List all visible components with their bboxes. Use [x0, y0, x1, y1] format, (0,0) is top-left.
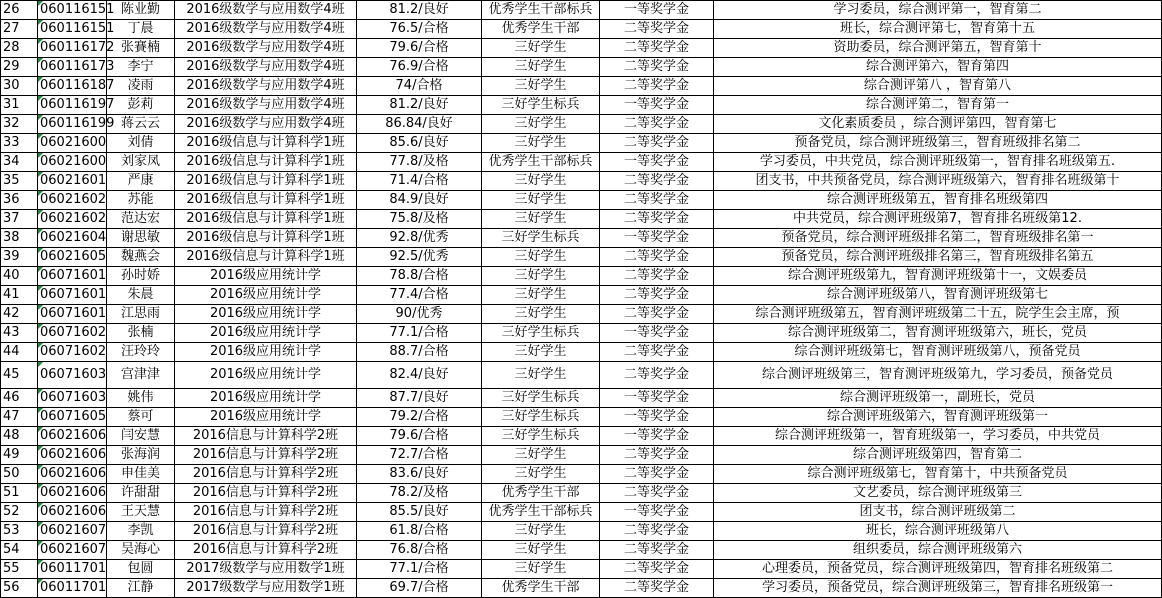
- score-cell[interactable]: 85.6/良好: [357, 134, 482, 153]
- row-number-cell[interactable]: 49: [1, 446, 38, 465]
- student-id-cell[interactable]: 06011701: [38, 560, 107, 579]
- student-id-cell[interactable]: 06021606: [38, 484, 107, 503]
- table-body: [1, 1, 1162, 598]
- scholarship-cell[interactable]: 一等奖学金: [600, 1, 714, 20]
- row-number-cell[interactable]: 30: [1, 77, 38, 96]
- class-cell[interactable]: 2016级应用统计学: [175, 286, 357, 305]
- remarks-cell[interactable]: 中共党员，综合测评班级第7，智育排名班级第12.: [714, 210, 1162, 229]
- remarks-cell[interactable]: 预备党员，综合测评班级排名第二，智育班级排名第一: [714, 229, 1162, 248]
- remarks-cell[interactable]: 综合测评班级第四，智育第二: [714, 446, 1162, 465]
- remarks-cell[interactable]: 综合测评班级第一，副班长，党员: [714, 389, 1162, 408]
- remarks-cell[interactable]: 综合测评班级第七，智育第十，中共预备党员: [714, 465, 1162, 484]
- table-row: [1, 229, 1162, 248]
- remarks-cell[interactable]: 综合测评第八 ，智育第八: [714, 77, 1162, 96]
- student-name-cell[interactable]: 彭莉: [107, 96, 175, 115]
- remarks-cell[interactable]: 班长，综合测评第七，智育第十五: [714, 20, 1162, 39]
- remarks-cell[interactable]: 综合测评班级第三，智育测评班级第九，学习委员，预备党员: [714, 362, 1162, 389]
- scholarship-cell[interactable]: 二等奖学金: [600, 362, 714, 389]
- remarks-cell[interactable]: 学习委员，预备党员，综合测评班级第三，智育排名班级第一: [714, 579, 1162, 598]
- student-id-cell[interactable]: 06071603: [38, 362, 107, 389]
- honor-cell[interactable]: 三好学生: [482, 115, 600, 134]
- student-name-cell[interactable]: 张賽楠: [107, 39, 175, 58]
- honor-cell[interactable]: 三好学生: [482, 77, 600, 96]
- student-name-cell[interactable]: 凌雨: [107, 77, 175, 96]
- remarks-cell[interactable]: 综合测评班级第一，智育班级第一，学习委员，中共党员: [714, 427, 1162, 446]
- scholarship-cell[interactable]: 一等奖学金: [600, 408, 714, 427]
- table-row: [1, 115, 1162, 134]
- table-row: [1, 191, 1162, 210]
- score-cell[interactable]: 88.7/合格: [357, 343, 482, 362]
- row-number-cell[interactable]: 28: [1, 39, 38, 58]
- row-number-cell[interactable]: 29: [1, 58, 38, 77]
- class-cell[interactable]: 2016级信息与计算科学1班: [175, 153, 357, 172]
- table-row: [1, 248, 1162, 267]
- class-cell[interactable]: 2016级数学与应用数学4班: [175, 58, 357, 77]
- student-name-cell[interactable]: 张海润: [107, 446, 175, 465]
- student-id-cell[interactable]: 06021605: [38, 248, 107, 267]
- student-id-cell[interactable]: 060116151: [38, 1, 107, 20]
- score-cell[interactable]: 77.1/合格: [357, 560, 482, 579]
- row-number-cell[interactable]: 48: [1, 427, 38, 446]
- class-cell[interactable]: 2016级数学与应用数学4班: [175, 115, 357, 134]
- remarks-cell[interactable]: 组织委员，综合测评班级第六: [714, 541, 1162, 560]
- student-name-cell[interactable]: 朱晨: [107, 286, 175, 305]
- row-number-cell[interactable]: 44: [1, 343, 38, 362]
- class-cell[interactable]: 2016信息与计算科学2班: [175, 503, 357, 522]
- table-row: [1, 541, 1162, 560]
- class-cell[interactable]: 2016级信息与计算科学1班: [175, 248, 357, 267]
- student-id-cell[interactable]: 06021600: [38, 134, 107, 153]
- student-id-cell[interactable]: 06021606: [38, 503, 107, 522]
- class-cell[interactable]: 2016级应用统计学: [175, 305, 357, 324]
- student-name-cell[interactable]: 许甜甜: [107, 484, 175, 503]
- scholarship-cell[interactable]: 二等奖学金: [600, 343, 714, 362]
- score-cell[interactable]: 61.8/合格: [357, 522, 482, 541]
- row-number-cell[interactable]: 32: [1, 115, 38, 134]
- row-number-cell[interactable]: 42: [1, 305, 38, 324]
- class-cell[interactable]: 2016级数学与应用数学4班: [175, 1, 357, 20]
- honor-cell[interactable]: 三好学生: [482, 522, 600, 541]
- student-name-cell[interactable]: 范达宏: [107, 210, 175, 229]
- table-row: [1, 362, 1162, 389]
- honor-cell[interactable]: 三好学生标兵: [482, 427, 600, 446]
- score-cell[interactable]: 92.5/优秀: [357, 248, 482, 267]
- row-number-cell[interactable]: 37: [1, 210, 38, 229]
- student-id-cell[interactable]: 06021607: [38, 541, 107, 560]
- scholarship-cell[interactable]: 二等奖学金: [600, 248, 714, 267]
- class-cell[interactable]: 2016级数学与应用数学4班: [175, 39, 357, 58]
- student-name-cell[interactable]: 刘倩: [107, 134, 175, 153]
- table-row: [1, 503, 1162, 522]
- student-id-cell[interactable]: 060116172: [38, 39, 107, 58]
- class-cell[interactable]: 2016信息与计算科学2班: [175, 427, 357, 446]
- remarks-cell[interactable]: 预备党员，综合测评班级第三，智育班级排名第二: [714, 134, 1162, 153]
- student-name-cell[interactable]: 江思雨: [107, 305, 175, 324]
- student-name-cell[interactable]: 陈业勤: [107, 1, 175, 20]
- student-name-cell[interactable]: 魏燕会: [107, 248, 175, 267]
- score-cell[interactable]: 77.4/合格: [357, 286, 482, 305]
- student-name-cell[interactable]: 李凯: [107, 522, 175, 541]
- table-row: [1, 522, 1162, 541]
- score-cell[interactable]: 75.8/及格: [357, 210, 482, 229]
- student-id-cell[interactable]: 06021602: [38, 191, 107, 210]
- class-cell[interactable]: 2016信息与计算科学2班: [175, 484, 357, 503]
- scholarship-cell[interactable]: 二等奖学金: [600, 210, 714, 229]
- student-id-cell[interactable]: 06021606: [38, 465, 107, 484]
- score-cell[interactable]: 81.2/良好: [357, 1, 482, 20]
- row-number-cell[interactable]: 56: [1, 579, 38, 598]
- table-row: [1, 1, 1162, 20]
- class-cell[interactable]: 2016级数学与应用数学4班: [175, 77, 357, 96]
- scholarship-cell[interactable]: 二等奖学金: [600, 560, 714, 579]
- row-number-cell[interactable]: 35: [1, 172, 38, 191]
- score-cell[interactable]: 79.6/合格: [357, 39, 482, 58]
- scholarship-cell[interactable]: 二等奖学金: [600, 58, 714, 77]
- student-name-cell[interactable]: 谢思敏: [107, 229, 175, 248]
- scholarship-cell[interactable]: 二等奖学金: [600, 172, 714, 191]
- table-row: [1, 446, 1162, 465]
- honor-cell[interactable]: 三好学生标兵: [482, 324, 600, 343]
- student-name-cell[interactable]: 严康: [107, 172, 175, 191]
- honor-cell[interactable]: 三好学生: [482, 210, 600, 229]
- row-number-cell[interactable]: 54: [1, 541, 38, 560]
- class-cell[interactable]: 2016级信息与计算科学1班: [175, 210, 357, 229]
- student-name-cell[interactable]: 刘家凤: [107, 153, 175, 172]
- scholarship-cell[interactable]: 二等奖学金: [600, 20, 714, 39]
- class-cell[interactable]: 2016信息与计算科学2班: [175, 541, 357, 560]
- scholarship-cell[interactable]: 二等奖学金: [600, 39, 714, 58]
- score-cell[interactable]: 69.7/合格: [357, 579, 482, 598]
- score-cell[interactable]: 92.8/优秀: [357, 229, 482, 248]
- honor-cell[interactable]: 三好学生: [482, 267, 600, 286]
- student-name-cell[interactable]: 包圆: [107, 560, 175, 579]
- scholarship-cell[interactable]: 二等奖学金: [600, 77, 714, 96]
- student-name-cell[interactable]: 李宁: [107, 58, 175, 77]
- remarks-cell[interactable]: 综合测评第二，智育第一: [714, 96, 1162, 115]
- remarks-cell[interactable]: 综合测评班级第七，智育测评班级第八，预备党员: [714, 343, 1162, 362]
- honor-cell[interactable]: 三好学生: [482, 362, 600, 389]
- score-cell[interactable]: 77.8/及格: [357, 153, 482, 172]
- table-row: [1, 324, 1162, 343]
- student-id-cell[interactable]: 060116173: [38, 58, 107, 77]
- remarks-cell[interactable]: 团支书，综合测评班级第二: [714, 503, 1162, 522]
- student-name-cell[interactable]: 蔡可: [107, 408, 175, 427]
- table-row: [1, 305, 1162, 324]
- scholarship-cell[interactable]: 一等奖学金: [600, 503, 714, 522]
- student-id-cell[interactable]: 06021606: [38, 427, 107, 446]
- table-row: [1, 39, 1162, 58]
- row-number-cell[interactable]: 33: [1, 134, 38, 153]
- score-cell[interactable]: 87.7/良好: [357, 389, 482, 408]
- student-id-cell[interactable]: 060116199: [38, 115, 107, 134]
- table-row: [1, 96, 1162, 115]
- student-id-cell[interactable]: 06071601: [38, 267, 107, 286]
- score-cell[interactable]: 90/优秀: [357, 305, 482, 324]
- remarks-cell[interactable]: 文艺委员，综合测评班级第三: [714, 484, 1162, 503]
- table-row: [1, 286, 1162, 305]
- student-name-cell[interactable]: 申佳美: [107, 465, 175, 484]
- student-id-cell[interactable]: 06071602: [38, 343, 107, 362]
- row-number-cell[interactable]: 36: [1, 191, 38, 210]
- honor-cell[interactable]: 三好学生: [482, 134, 600, 153]
- student-id-cell[interactable]: 06021600: [38, 153, 107, 172]
- honor-cell[interactable]: 三好学生: [482, 343, 600, 362]
- honor-cell[interactable]: 三好学生: [482, 286, 600, 305]
- student-id-cell[interactable]: 060116151: [38, 20, 107, 39]
- honor-cell[interactable]: 三好学生: [482, 465, 600, 484]
- score-cell[interactable]: 76.8/合格: [357, 541, 482, 560]
- class-cell[interactable]: 2016信息与计算科学2班: [175, 522, 357, 541]
- class-cell[interactable]: 2016级信息与计算科学1班: [175, 134, 357, 153]
- student-name-cell[interactable]: 丁晨: [107, 20, 175, 39]
- honor-cell[interactable]: 优秀学生干部: [482, 20, 600, 39]
- score-cell[interactable]: 78.2/及格: [357, 484, 482, 503]
- score-cell[interactable]: 71.4/合格: [357, 172, 482, 191]
- class-cell[interactable]: 2017级数学与应用数学1班: [175, 560, 357, 579]
- table-row: [1, 134, 1162, 153]
- row-number-cell[interactable]: 31: [1, 96, 38, 115]
- remarks-cell[interactable]: 预备党员，综合测评班级排名第三，智育班级排名第五: [714, 248, 1162, 267]
- score-cell[interactable]: 86.84/良好: [357, 115, 482, 134]
- honor-cell[interactable]: 三好学生: [482, 446, 600, 465]
- honor-cell[interactable]: 三好学生: [482, 560, 600, 579]
- class-cell[interactable]: 2016级信息与计算科学1班: [175, 172, 357, 191]
- table-row: [1, 343, 1162, 362]
- class-cell[interactable]: 2016级应用统计学: [175, 362, 357, 389]
- class-cell[interactable]: 2016级信息与计算科学1班: [175, 191, 357, 210]
- remarks-cell[interactable]: 心理委员，预备党员，综合测评班级第四，智育排名班级第二: [714, 560, 1162, 579]
- score-cell[interactable]: 77.1/合格: [357, 324, 482, 343]
- scholarship-cell[interactable]: 二等奖学金: [600, 465, 714, 484]
- student-id-cell[interactable]: 06071602: [38, 324, 107, 343]
- student-id-cell[interactable]: 060116187: [38, 77, 107, 96]
- honor-cell[interactable]: 三好学生标兵: [482, 389, 600, 408]
- scholarship-cell[interactable]: 二等奖学金: [600, 522, 714, 541]
- table-row: [1, 484, 1162, 503]
- score-cell[interactable]: 82.4/良好: [357, 362, 482, 389]
- score-cell[interactable]: 83.6/良好: [357, 465, 482, 484]
- remarks-cell[interactable]: 综合测评班级第五，智育排名班级第四: [714, 191, 1162, 210]
- scholarship-cell[interactable]: 二等奖学金: [600, 446, 714, 465]
- score-cell[interactable]: 81.2/良好: [357, 96, 482, 115]
- student-id-cell[interactable]: 06021604: [38, 229, 107, 248]
- student-id-cell[interactable]: 06011701: [38, 579, 107, 598]
- honor-cell[interactable]: 三好学生: [482, 172, 600, 191]
- class-cell[interactable]: 2016级数学与应用数学4班: [175, 96, 357, 115]
- score-cell[interactable]: 78.8/合格: [357, 267, 482, 286]
- student-name-cell[interactable]: 江静: [107, 579, 175, 598]
- remarks-cell[interactable]: 学习委员，中共党员，综合测评班级第一，智育排名班级第五.: [714, 153, 1162, 172]
- score-cell[interactable]: 76.9/合格: [357, 58, 482, 77]
- remarks-cell[interactable]: 综合测评第六，智育第四: [714, 58, 1162, 77]
- honor-cell[interactable]: 优秀学生干部标兵: [482, 1, 600, 20]
- row-number-cell[interactable]: 34: [1, 153, 38, 172]
- score-cell[interactable]: 79.2/合格: [357, 408, 482, 427]
- class-cell[interactable]: 2016级应用统计学: [175, 408, 357, 427]
- table-row: [1, 408, 1162, 427]
- class-cell[interactable]: 2016级应用统计学: [175, 324, 357, 343]
- row-number-cell[interactable]: 41: [1, 286, 38, 305]
- score-cell[interactable]: 85.5/良好: [357, 503, 482, 522]
- class-cell[interactable]: 2016信息与计算科学2班: [175, 446, 357, 465]
- student-id-cell[interactable]: 06021606: [38, 446, 107, 465]
- remarks-cell[interactable]: 资助委员，综合测评第五，智育第十: [714, 39, 1162, 58]
- row-number-cell[interactable]: 52: [1, 503, 38, 522]
- honor-cell[interactable]: 三好学生标兵: [482, 229, 600, 248]
- row-number-cell[interactable]: 55: [1, 560, 38, 579]
- honor-cell[interactable]: 优秀学生干部: [482, 484, 600, 503]
- honor-cell[interactable]: 三好学生标兵: [482, 96, 600, 115]
- row-number-cell[interactable]: 39: [1, 248, 38, 267]
- table-row: [1, 58, 1162, 77]
- honor-cell[interactable]: 三好学生: [482, 191, 600, 210]
- class-cell[interactable]: 2017级数学与应用数学1班: [175, 579, 357, 598]
- table-row: [1, 427, 1162, 446]
- student-name-cell[interactable]: 汪玲玲: [107, 343, 175, 362]
- student-name-cell[interactable]: 王天慧: [107, 503, 175, 522]
- remarks-cell[interactable]: 综合测评班级第二，智育测评班级第六，班长，党员: [714, 324, 1162, 343]
- class-cell[interactable]: 2016级应用统计学: [175, 267, 357, 286]
- table-row: [1, 153, 1162, 172]
- honor-cell[interactable]: 优秀学生干部: [482, 579, 600, 598]
- class-cell[interactable]: 2016信息与计算科学2班: [175, 465, 357, 484]
- remarks-cell[interactable]: 综合测评班级第九，智育测评班级第十一，文娱委员: [714, 267, 1162, 286]
- scholarship-cell[interactable]: 二等奖学金: [600, 134, 714, 153]
- scholarship-cell[interactable]: 二等奖学金: [600, 541, 714, 560]
- score-cell[interactable]: 84.9/良好: [357, 191, 482, 210]
- honor-cell[interactable]: 三好学生: [482, 58, 600, 77]
- scholarship-cell[interactable]: 二等奖学金: [600, 484, 714, 503]
- student-name-cell[interactable]: 姚伟: [107, 389, 175, 408]
- score-cell[interactable]: 79.6/合格: [357, 427, 482, 446]
- class-cell[interactable]: 2016级数学与应用数学4班: [175, 20, 357, 39]
- row-number-cell[interactable]: 43: [1, 324, 38, 343]
- class-cell[interactable]: 2016级应用统计学: [175, 389, 357, 408]
- honor-cell[interactable]: 三好学生: [482, 305, 600, 324]
- table-row: [1, 172, 1162, 191]
- honor-cell[interactable]: 三好学生: [482, 39, 600, 58]
- scholarship-cell[interactable]: 一等奖学金: [600, 389, 714, 408]
- remarks-cell[interactable]: 文化素质委员 ，综合测评第四，智育第七: [714, 115, 1162, 134]
- student-name-cell[interactable]: 孙时娇: [107, 267, 175, 286]
- scholarship-cell[interactable]: 二等奖学金: [600, 305, 714, 324]
- scholarship-cell[interactable]: 二等奖学金: [600, 191, 714, 210]
- student-id-cell[interactable]: 06021602: [38, 210, 107, 229]
- student-id-cell[interactable]: 06071603: [38, 389, 107, 408]
- table-row: [1, 267, 1162, 286]
- scholarship-cell[interactable]: 一等奖学金: [600, 324, 714, 343]
- honor-cell[interactable]: 三好学生: [482, 541, 600, 560]
- class-cell[interactable]: 2016级应用统计学: [175, 343, 357, 362]
- student-name-cell[interactable]: 吴海心: [107, 541, 175, 560]
- student-name-cell[interactable]: 苏能: [107, 191, 175, 210]
- scholarship-cell[interactable]: 一等奖学金: [600, 229, 714, 248]
- row-number-cell[interactable]: 26: [1, 1, 38, 20]
- score-cell[interactable]: 76.5/合格: [357, 20, 482, 39]
- remarks-cell[interactable]: 班长，综合测评班级第八: [714, 522, 1162, 541]
- honor-cell[interactable]: 三好学生: [482, 248, 600, 267]
- scholarship-cell[interactable]: 一等奖学金: [600, 427, 714, 446]
- honor-cell[interactable]: 优秀学生干部标兵: [482, 503, 600, 522]
- table-row: [1, 560, 1162, 579]
- table-row: [1, 579, 1162, 598]
- remarks-cell[interactable]: 学习委员，综合测评第一，智育第二: [714, 1, 1162, 20]
- student-id-cell[interactable]: 06071605: [38, 408, 107, 427]
- row-number-cell[interactable]: 51: [1, 484, 38, 503]
- row-number-cell[interactable]: 53: [1, 522, 38, 541]
- student-name-cell[interactable]: 张楠: [107, 324, 175, 343]
- row-number-cell[interactable]: 27: [1, 20, 38, 39]
- student-id-cell[interactable]: 06021601: [38, 172, 107, 191]
- row-number-cell[interactable]: 50: [1, 465, 38, 484]
- row-number-cell[interactable]: 46: [1, 389, 38, 408]
- student-id-cell[interactable]: 06071601: [38, 286, 107, 305]
- student-name-cell[interactable]: 宫津津: [107, 362, 175, 389]
- row-number-cell[interactable]: 47: [1, 408, 38, 427]
- row-number-cell[interactable]: 40: [1, 267, 38, 286]
- student-id-cell[interactable]: 06071601: [38, 305, 107, 324]
- student-id-cell[interactable]: 060116197: [38, 96, 107, 115]
- scholarship-cell[interactable]: 一等奖学金: [600, 153, 714, 172]
- row-number-cell[interactable]: 38: [1, 229, 38, 248]
- remarks-cell[interactable]: 综合测评班级第六，智育测评班级第一: [714, 408, 1162, 427]
- scholarship-cell[interactable]: 二等奖学金: [600, 115, 714, 134]
- scholarship-cell[interactable]: 二等奖学金: [600, 267, 714, 286]
- scholarship-cell[interactable]: 二等奖学金: [600, 286, 714, 305]
- score-cell[interactable]: 74/合格: [357, 77, 482, 96]
- student-name-cell[interactable]: 蒋云云: [107, 115, 175, 134]
- remarks-cell[interactable]: 团支书，中共预备党员，综合测评班级第六，智育排名班级第十: [714, 172, 1162, 191]
- scholarship-cell[interactable]: 二等奖学金: [600, 579, 714, 598]
- class-cell[interactable]: 2016级信息与计算科学1班: [175, 229, 357, 248]
- honor-cell[interactable]: 优秀学生干部标兵: [482, 153, 600, 172]
- student-name-cell[interactable]: 闫安慧: [107, 427, 175, 446]
- table-row: [1, 465, 1162, 484]
- remarks-cell[interactable]: 综合测评班级第五，智育测评班级第二十五，院学生会主席，预: [714, 305, 1162, 324]
- scholarship-cell[interactable]: 一等奖学金: [600, 96, 714, 115]
- honor-cell[interactable]: 三好学生标兵: [482, 408, 600, 427]
- table-row: [1, 389, 1162, 408]
- score-cell[interactable]: 72.7/合格: [357, 446, 482, 465]
- student-id-cell[interactable]: 06021607: [38, 522, 107, 541]
- table-row: [1, 210, 1162, 229]
- remarks-cell[interactable]: 综合测评班级第八，智育测评班级第七: [714, 286, 1162, 305]
- table-row: [1, 77, 1162, 96]
- table-row: [1, 20, 1162, 39]
- row-number-cell[interactable]: 45: [1, 362, 38, 389]
